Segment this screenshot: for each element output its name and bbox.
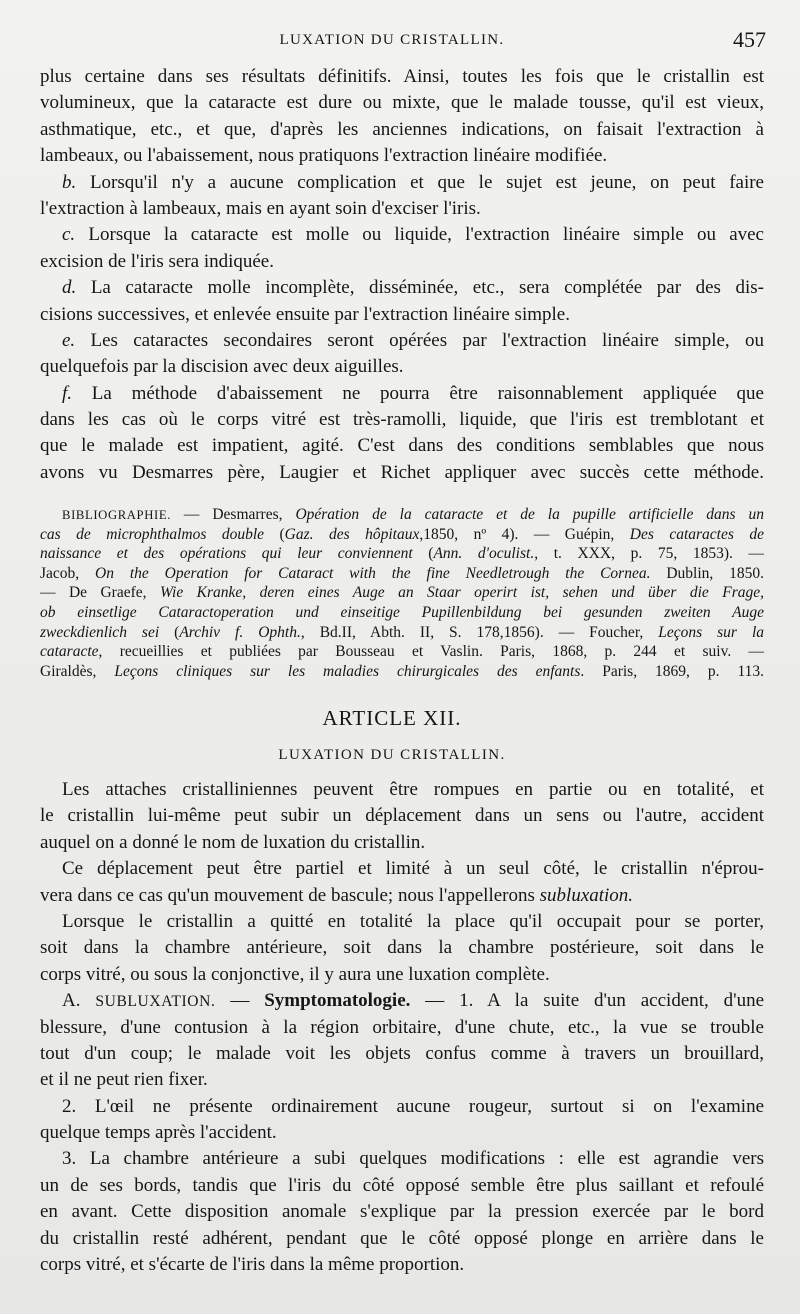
text-line [40,1199,764,1225]
paragraph-e [40,328,764,381]
text-run: Lorsque la cataracte est molle ou liquide, l'extraction linéaire simple ou avec [75,224,764,246]
text-line [40,64,764,90]
text-line [40,583,764,603]
text-run: Les attaches cristalliniennes peuvent être rompues en partie ou en totalité, et [62,779,764,800]
text-run: Jacob, [40,564,96,582]
text-run: du cristallin resté adhérent, pendant que le côté opposé plonge en arrière dans le [40,1227,764,1249]
text-run: soit dans la chambre antérieure, soit dans la chambre postérieure, soit dans le [40,937,764,959]
bibliography [40,505,764,681]
bold-text: Symptomatologie. [264,990,411,1012]
paragraph-subluxation-1 [40,988,764,1094]
upper-text [40,64,764,486]
text-line [40,1041,764,1067]
text-run: — Desmarres, [170,506,296,523]
text-run: dans les cas où le corps vitré est très-ramolli, liquide, que l'iris est tremblotant et [40,409,764,431]
text-line [40,1120,764,1146]
text-line [40,564,764,584]
text-run: corps vitré, et s'écarte de l'iris dans la même proportion. [40,1254,465,1276]
text-run: quelque temps après l'accident. [40,1122,277,1144]
italic-text: Des cataractes de [629,525,764,543]
running-title: LUXATION DU CRISTALLIN. [279,32,505,48]
text-run: Dublin, 1850. [650,564,764,582]
text-run: avons vu Desmarres père, Laugier et Richet appliquer avec succès cette méthode. [40,461,764,483]
article-subheading: LUXATION DU CRISTALLIN. [278,747,506,763]
italic-text: c. [62,224,76,246]
italic-text: Wie Kranke, deren eines Auge an Staar operirt ist, sehen und über die Frage, [159,584,765,602]
italic-text: cataracte [40,643,99,661]
paragraph-c [40,222,764,275]
text-run: 2. L'œil ne présente ordinairement aucune rougeur, surtout si on l'examine [62,1095,764,1117]
article-heading: ARTICLE XII. [322,706,462,730]
text-run: auquel on a donné le nom de luxation du cristallin. [40,831,426,853]
text-run: ,1850, nº 4). — Guépin, [419,525,630,543]
text-line [40,623,764,643]
text-run: La cataracte molle incomplète, disséminée, etc., sera complétée par des dis- [76,277,764,299]
text-line [40,1067,764,1093]
page-number: 457 [733,27,766,52]
text-run: volumineux, que la cataracte est dure ou mixte, que le malade tousse, qu'il est vieux, [40,92,764,114]
italic-text: zweckdienlich sei [40,623,160,641]
text-line [40,354,764,380]
paragraph-partial [40,856,764,909]
text-line [40,603,764,623]
paragraph-subluxation-2 [40,1094,764,1147]
italic-text: ob einsetlige Cataractoperation und einseitige Pupillenbildung bei gesunden zweiten Auge [40,603,764,621]
text-line [40,525,764,545]
italic-text: naissance et des opérations qui leur conviennent [40,545,413,563]
text-run: . Paris, 1869, p. 113. [580,662,764,680]
text-line [40,90,764,116]
text-run: Les cataractes secondaires seront opérées par l'extraction linéaire simple, ou [75,329,764,351]
text-line [40,328,764,354]
italic-text: Ann. d'oculist. [433,545,535,563]
text-line [40,544,764,564]
text-run: A. [62,990,96,1012]
italic-text: e. [62,329,76,351]
text-line [40,1015,764,1041]
text-run: vera dans ce cas qu'un mouvement de bascule; nous l'appellerons [40,884,540,906]
text-run: cisions successives, et enlevée ensuite par l'extraction linéaire simple. [40,303,570,325]
text-run: , Bd.II, Abth. II, S. 178,1856). — Foucher, [300,623,659,641]
text-line [40,505,764,525]
running-head [40,27,766,55]
text-line [40,433,764,459]
text-line [40,777,764,803]
text-run: corps vitré, ou sous la conjonctive, il y aura une luxation complète. [40,963,550,985]
paragraph-f [40,381,764,487]
text-line [40,196,764,222]
text-run: 3. La chambre antérieure a subi quelques modifications : elle est agrandie vers [62,1148,764,1170]
text-line [40,909,764,935]
text-line [40,962,764,988]
text-run: quelquefois par la discision avec deux aiguilles. [40,356,404,378]
text-line [40,460,764,486]
text-line [40,1252,764,1278]
text-line [40,803,764,829]
text-line [40,1226,764,1252]
text-line [40,1173,764,1199]
text-line [40,275,764,301]
text-run: lambeaux, ou l'abaissement, nous pratiquons l'extraction linéaire modifiée. [40,145,608,167]
italic-text: subluxation. [539,884,634,906]
text-run: le cristallin lui-même peut subir un déplacement dans un sens ou l'autre, accident [40,805,764,827]
italic-text: d. [62,277,77,299]
text-run: La méthode d'abaissement ne pourra être raisonnablement appliquée que [72,382,764,404]
paragraph-b [40,170,764,223]
text-run: l'extraction à lambeaux, mais en ayant soin d'exciser l'iris. [40,197,481,219]
italic-text: Gaz. des hôpitaux [284,525,420,543]
text-run: Giraldès, [40,662,115,680]
text-run: asthmatique, etc., et que, d'après les anciennes indications, on faisait l'extraction à [40,118,764,140]
italic-text: Archiv f. Ophth. [179,623,301,641]
italic-text: cas de microphthalmos double [40,525,265,543]
text-line [40,1094,764,1120]
text-run: et il ne peut rien fixer. [40,1069,208,1091]
text-line [40,117,764,143]
text-line [40,883,764,909]
text-line [40,249,764,275]
paragraph-intro [40,777,764,856]
text-run: blessure, d'une contusion à la région orbitaire, d'une chute, etc., la vue se trouble [40,1016,764,1038]
italic-text: Leçons sur la [658,623,764,641]
text-run: ( [264,525,285,543]
text-run: en avant. Cette disposition anomale s'explique par la pression exercée par le bord [40,1201,764,1223]
text-run: — [215,990,265,1012]
italic-text: On the Operation for Cataract with the fine Needletrough the Cornea. [95,564,651,582]
text-run: Lorsqu'il n'y a aucune complication et que le sujet est jeune, on peut faire [76,171,764,193]
text-run: , recueillies et publiées par Bousseau et Vaslin. Paris, 1868, p. 244 et suiv. — [98,643,764,661]
lower-text [40,777,764,1278]
text-run: , t. XXX, p. 75, 1853). — [534,545,764,563]
bibliography-paragraph [40,505,764,681]
text-run: — 1. A la suite d'un accident, d'une [410,990,764,1012]
text-line [40,856,764,882]
text-line [40,302,764,328]
caps-text: BIBLIOGRAPHIE. [62,508,171,522]
italic-text: Opération de la cataracte et de la pupille artificielle dans un [295,506,764,523]
text-run: tout d'un coup; le malade voit les objets confus comme à travers un brouillard, [40,1042,764,1064]
paragraph-d [40,275,764,328]
text-run: plus certaine dans ses résultats définitifs. Ainsi, toutes les fois que le cristallin est [40,66,764,87]
text-run: que le malade est impatient, agité. C'est dans des conditions semblables que nous [40,435,764,457]
text-line [40,222,764,248]
text-run: un de ses bords, tandis que l'iris du côté opposé semble être plus saillant et refoulé [40,1174,764,1196]
text-line [40,381,764,407]
text-run: ( [159,623,180,641]
text-line [40,935,764,961]
text-line [40,170,764,196]
paragraph-continuation [40,64,764,170]
text-line [40,830,764,856]
text-line [40,642,764,662]
paragraph-complete [40,909,764,988]
italic-text: f. [62,382,73,404]
text-line [40,407,764,433]
italic-text: Leçons cliniques sur les maladies chirurgicales des enfants [114,662,581,680]
text-run: Ce déplacement peut être partiel et limité à un seul côté, le cristallin n'éprou- [62,858,764,880]
text-run: ( [412,545,434,563]
text-run: excision de l'iris sera indiquée. [40,250,274,272]
caps-text: SUBLUXATION. [95,993,216,1011]
text-run: — De Graefe, [40,584,160,602]
italic-text: b. [62,171,77,193]
paragraph-subluxation-3 [40,1146,764,1278]
text-line [40,1146,764,1172]
text-line [40,662,764,682]
text-line [40,988,764,1014]
text-line [40,143,764,169]
text-run: Lorsque le cristallin a quitté en totalité la place qu'il occupait pour se porter, [62,910,764,932]
